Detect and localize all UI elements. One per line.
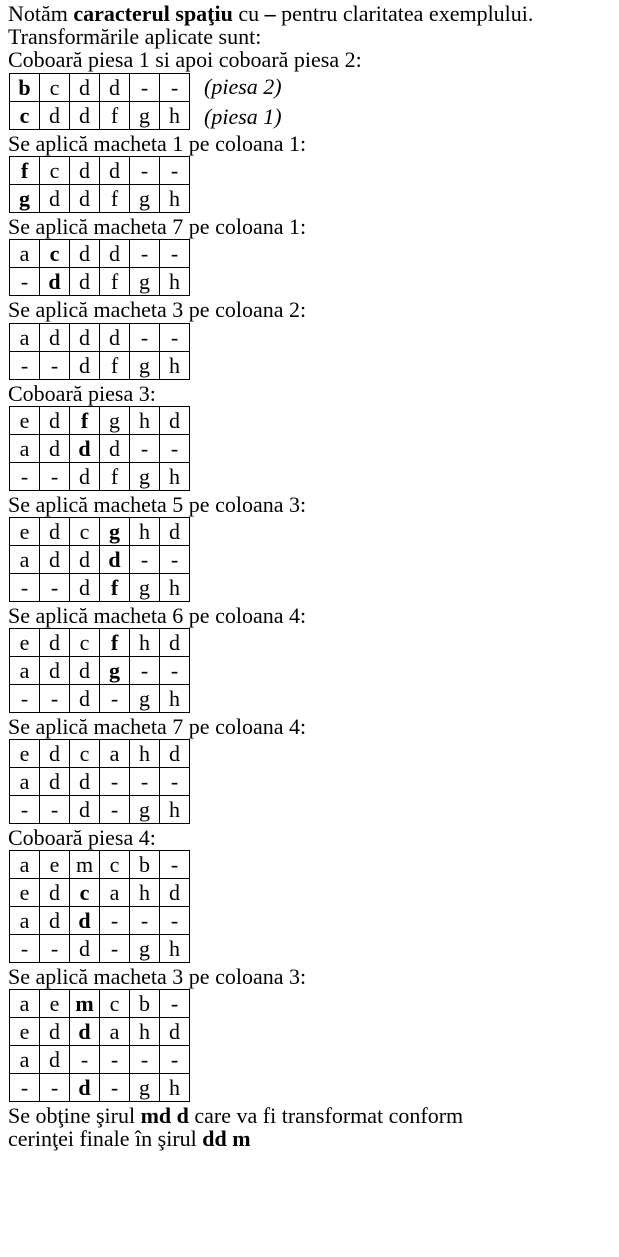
- grid-cell: -: [130, 73, 160, 101]
- grid-cell: d: [70, 240, 100, 268]
- grid-cell: a: [10, 545, 40, 573]
- grid-cell: g: [130, 462, 160, 490]
- grid-cell: g: [130, 101, 160, 129]
- grid-cell: -: [10, 351, 40, 379]
- grid-cell: d: [70, 268, 100, 296]
- grid-cell: -: [160, 434, 190, 462]
- grid-cell: d: [40, 767, 70, 795]
- piece-grid: [9, 628, 190, 713]
- grid-cell: g: [130, 268, 160, 296]
- grid-row: [10, 73, 190, 101]
- grid-cell: e: [40, 851, 70, 879]
- step-section: [8, 604, 619, 715]
- step-section: [8, 826, 619, 965]
- piece-grid: [9, 739, 190, 824]
- grid-cell: -: [160, 907, 190, 935]
- step-section: [8, 298, 619, 381]
- grid-cell: -: [130, 434, 160, 462]
- grid-row: [10, 434, 190, 462]
- grid-row: [10, 545, 190, 573]
- grid-cell: d: [160, 739, 190, 767]
- grid-cell: a: [10, 1046, 40, 1074]
- grid-cell: h: [160, 935, 190, 963]
- step-section: [8, 215, 619, 298]
- conclusion-text: Se obţine şirul: [8, 1103, 141, 1129]
- grid-row: [10, 406, 190, 434]
- step-heading: Coboară piesa 1 si apoi coboară piesa 2:: [8, 47, 362, 73]
- grid-cell: c: [40, 73, 70, 101]
- grid-cell: h: [130, 739, 160, 767]
- grid-cell: h: [160, 1074, 190, 1102]
- grid-wrapper: [8, 628, 619, 715]
- grid-cell: -: [100, 795, 130, 823]
- grid-cell: d: [160, 517, 190, 545]
- grid-cell: f: [10, 157, 40, 185]
- grid-cell: g: [130, 351, 160, 379]
- conclusion-text: care va fi transformat conform: [188, 1103, 464, 1129]
- grid-cell: d: [40, 323, 70, 351]
- grid-cell: a: [100, 739, 130, 767]
- grid-cell: d: [40, 1018, 70, 1046]
- grid-cell: d: [70, 573, 100, 601]
- piece-note: (piesa 2): [204, 74, 282, 100]
- grid-cell: d: [70, 656, 100, 684]
- grid-cell: f: [100, 573, 130, 601]
- grid-cell: -: [100, 935, 130, 963]
- grid-cell: -: [40, 573, 70, 601]
- grid-cell: c: [70, 879, 100, 907]
- grid-row: [10, 990, 190, 1018]
- grid-wrapper: [8, 850, 619, 965]
- grid-cell: c: [70, 739, 100, 767]
- piece-grid: [9, 156, 190, 213]
- grid-cell: d: [40, 1046, 70, 1074]
- grid-cell: -: [160, 157, 190, 185]
- grid-cell: h: [130, 628, 160, 656]
- grid-cell: h: [130, 517, 160, 545]
- grid-cell: -: [160, 656, 190, 684]
- grid-cell: -: [130, 323, 160, 351]
- grid-cell: g: [130, 1074, 160, 1102]
- grid-cell: d: [70, 1018, 100, 1046]
- grid-cell: h: [160, 462, 190, 490]
- grid-cell: d: [70, 101, 100, 129]
- grid-cell: d: [100, 323, 130, 351]
- grid-cell: d: [40, 185, 70, 213]
- grid-cell: h: [130, 879, 160, 907]
- piece-grid: [9, 73, 190, 130]
- grid-cell: -: [10, 684, 40, 712]
- step-heading: Se aplică macheta 7 pe coloana 4:: [8, 713, 307, 739]
- grid-cell: d: [40, 268, 70, 296]
- grid-cell: h: [160, 351, 190, 379]
- grid-cell: -: [130, 240, 160, 268]
- grid-cell: d: [70, 185, 100, 213]
- grid-cell: a: [10, 907, 40, 935]
- intro-text: pentru claritatea exemplului.: [275, 1, 534, 26]
- step-heading: Coboară piesa 3:: [8, 380, 156, 406]
- grid-cell: h: [160, 268, 190, 296]
- grid-cell: -: [130, 656, 160, 684]
- grid-cell: d: [70, 935, 100, 963]
- grid-cell: -: [10, 462, 40, 490]
- step-section: [8, 48, 619, 132]
- grid-row: [10, 157, 190, 185]
- grid-wrapper: [8, 406, 619, 493]
- grid-cell: d: [70, 767, 100, 795]
- grid-cell: g: [130, 185, 160, 213]
- piece-grid: [9, 406, 190, 491]
- grid-cell: h: [130, 1018, 160, 1046]
- grid-cell: -: [160, 323, 190, 351]
- grid-cell: -: [40, 1074, 70, 1102]
- grid-cell: d: [70, 323, 100, 351]
- intro-dash-symbol: –: [264, 1, 276, 26]
- grid-cell: -: [40, 935, 70, 963]
- grid-cell: d: [160, 628, 190, 656]
- grid-cell: d: [100, 240, 130, 268]
- grid-wrapper: [8, 989, 619, 1104]
- grid-cell: -: [10, 573, 40, 601]
- grid-cell: d: [100, 545, 130, 573]
- grid-row: [10, 268, 190, 296]
- final-string: dd m: [202, 1126, 251, 1152]
- grid-cell: -: [100, 767, 130, 795]
- grid-cell: -: [40, 684, 70, 712]
- grid-cell: -: [160, 1046, 190, 1074]
- grid-row: [10, 323, 190, 351]
- grid-cell: d: [70, 545, 100, 573]
- grid-wrapper: [8, 239, 619, 298]
- grid-cell: c: [70, 628, 100, 656]
- grid-row: [10, 240, 190, 268]
- grid-cell: a: [100, 1018, 130, 1046]
- grid-cell: -: [160, 990, 190, 1018]
- grid-cell: -: [100, 907, 130, 935]
- grid-cell: d: [70, 73, 100, 101]
- intro-text: Notăm: [8, 1, 74, 26]
- grid-cell: -: [100, 1074, 130, 1102]
- piece-grid: [9, 517, 190, 602]
- step-heading: Se aplică macheta 6 pe coloana 4:: [8, 602, 307, 628]
- grid-cell: h: [160, 684, 190, 712]
- grid-row: [10, 351, 190, 379]
- grid-cell: -: [40, 795, 70, 823]
- grid-cell: d: [160, 1018, 190, 1046]
- grid-cell: e: [10, 406, 40, 434]
- grid-row: [10, 101, 190, 129]
- grid-row: [10, 684, 190, 712]
- grid-cell: h: [160, 573, 190, 601]
- grid-row: [10, 879, 190, 907]
- conclusion-line-1: [8, 1104, 619, 1127]
- grid-row: [10, 1074, 190, 1102]
- grid-cell: f: [100, 628, 130, 656]
- grid-cell: g: [130, 795, 160, 823]
- step-heading: Se aplică macheta 5 pe coloana 3:: [8, 491, 307, 517]
- grid-cell: b: [130, 851, 160, 879]
- grid-cell: -: [160, 240, 190, 268]
- grid-cell: -: [160, 545, 190, 573]
- grid-cell: -: [10, 795, 40, 823]
- grid-cell: c: [100, 990, 130, 1018]
- step-section: [8, 965, 619, 1104]
- grid-cell: d: [160, 406, 190, 434]
- grid-cell: f: [100, 268, 130, 296]
- grid-cell: g: [100, 406, 130, 434]
- grid-cell: b: [10, 73, 40, 101]
- grid-wrapper: [8, 156, 619, 215]
- step-heading: Se aplică macheta 3 pe coloana 2:: [8, 297, 307, 323]
- grid-cell: d: [40, 656, 70, 684]
- grid-cell: e: [10, 517, 40, 545]
- grid-cell: m: [70, 851, 100, 879]
- grid-cell: d: [70, 157, 100, 185]
- grid-cell: d: [70, 907, 100, 935]
- conclusion-text: cerinţei finale în şirul: [8, 1126, 203, 1152]
- grid-cell: a: [10, 323, 40, 351]
- step-heading: Se aplică macheta 7 pe coloana 1:: [8, 214, 307, 240]
- grid-cell: a: [10, 434, 40, 462]
- grid-wrapper: [8, 517, 619, 604]
- grid-cell: d: [70, 462, 100, 490]
- step-section: [8, 132, 619, 215]
- grid-cell: g: [10, 185, 40, 213]
- grid-cell: d: [40, 628, 70, 656]
- grid-cell: d: [70, 434, 100, 462]
- grid-row: [10, 1018, 190, 1046]
- piece-note: (piesa 1): [204, 104, 282, 130]
- grid-row: [10, 1046, 190, 1074]
- grid-cell: f: [100, 101, 130, 129]
- grid-cell: -: [40, 351, 70, 379]
- piece-grid: [9, 239, 190, 296]
- grid-cell: -: [160, 767, 190, 795]
- grid-row: [10, 935, 190, 963]
- grid-cell: g: [130, 573, 160, 601]
- grid-cell: -: [130, 545, 160, 573]
- grid-cell: -: [130, 767, 160, 795]
- intro-text: cu: [232, 1, 265, 26]
- grid-cell: h: [130, 406, 160, 434]
- step-section: [8, 382, 619, 493]
- grid-cell: -: [10, 935, 40, 963]
- grid-cell: g: [100, 656, 130, 684]
- grid-cell: f: [100, 185, 130, 213]
- grid-cell: a: [10, 767, 40, 795]
- intro-line-1: [8, 2, 619, 25]
- piece-grid: [9, 850, 190, 963]
- grid-cell: m: [70, 990, 100, 1018]
- grid-cell: f: [100, 351, 130, 379]
- grid-cell: -: [130, 907, 160, 935]
- grid-cell: a: [100, 879, 130, 907]
- grid-cell: f: [100, 462, 130, 490]
- grid-row: [10, 851, 190, 879]
- grid-cell: e: [10, 739, 40, 767]
- grid-cell: e: [40, 990, 70, 1018]
- grid-cell: -: [160, 851, 190, 879]
- grid-cell: d: [160, 879, 190, 907]
- grid-cell: -: [40, 462, 70, 490]
- grid-row: [10, 656, 190, 684]
- grid-cell: h: [160, 185, 190, 213]
- grid-cell: d: [40, 545, 70, 573]
- grid-cell: c: [40, 240, 70, 268]
- step-section: [8, 493, 619, 604]
- grid-cell: c: [40, 157, 70, 185]
- grid-wrapper: [8, 323, 619, 382]
- grid-row: [10, 739, 190, 767]
- step-heading: Coboară piesa 4:: [8, 824, 156, 850]
- grid-cell: f: [70, 406, 100, 434]
- grid-cell: d: [100, 73, 130, 101]
- grid-cell: -: [100, 1046, 130, 1074]
- grid-row: [10, 907, 190, 935]
- grid-cell: d: [40, 879, 70, 907]
- step-heading: Se aplică macheta 3 pe coloana 3:: [8, 964, 307, 990]
- grid-cell: h: [160, 795, 190, 823]
- grid-cell: b: [130, 990, 160, 1018]
- grid-cell: d: [40, 907, 70, 935]
- grid-row: [10, 573, 190, 601]
- grid-wrapper: [8, 739, 619, 826]
- grid-cell: d: [70, 684, 100, 712]
- grid-cell: -: [130, 1046, 160, 1074]
- grid-cell: e: [10, 879, 40, 907]
- grid-cell: -: [130, 157, 160, 185]
- result-string: md d: [140, 1103, 189, 1129]
- grid-row: [10, 462, 190, 490]
- grid-cell: e: [10, 1018, 40, 1046]
- grid-cell: d: [100, 434, 130, 462]
- grid-cell: -: [10, 1074, 40, 1102]
- intro-bold-term: caracterul spaţiu: [73, 1, 233, 26]
- grid-cell: d: [40, 434, 70, 462]
- grid-cell: c: [10, 101, 40, 129]
- grid-row: [10, 628, 190, 656]
- grid-cell: g: [100, 517, 130, 545]
- grid-wrapper: [8, 72, 619, 132]
- step-section: [8, 715, 619, 826]
- piece-grid: [9, 323, 190, 380]
- grid-cell: -: [100, 684, 130, 712]
- grid-cell: d: [100, 157, 130, 185]
- grid-row: [10, 795, 190, 823]
- step-heading: Se aplică macheta 1 pe coloana 1:: [8, 131, 307, 157]
- grid-cell: d: [40, 101, 70, 129]
- grid-cell: a: [10, 990, 40, 1018]
- grid-cell: e: [10, 628, 40, 656]
- grid-cell: g: [130, 935, 160, 963]
- grid-cell: c: [70, 517, 100, 545]
- intro-line-2: Transformările aplicate sunt:: [8, 24, 262, 50]
- grid-cell: -: [70, 1046, 100, 1074]
- grid-cell: d: [40, 739, 70, 767]
- grid-cell: a: [10, 656, 40, 684]
- grid-cell: a: [10, 240, 40, 268]
- grid-cell: d: [70, 351, 100, 379]
- grid-cell: d: [40, 406, 70, 434]
- transformation-steps: [8, 48, 619, 1104]
- grid-cell: d: [70, 1074, 100, 1102]
- grid-cell: -: [160, 73, 190, 101]
- grid-cell: -: [10, 268, 40, 296]
- grid-notes: [190, 72, 282, 132]
- grid-cell: d: [40, 517, 70, 545]
- grid-row: [10, 185, 190, 213]
- grid-row: [10, 767, 190, 795]
- grid-cell: g: [130, 684, 160, 712]
- piece-grid: [9, 989, 190, 1102]
- grid-row: [10, 517, 190, 545]
- grid-cell: h: [160, 101, 190, 129]
- grid-cell: c: [100, 851, 130, 879]
- grid-cell: a: [10, 851, 40, 879]
- grid-cell: d: [70, 795, 100, 823]
- conclusion-line-2: [8, 1127, 619, 1150]
